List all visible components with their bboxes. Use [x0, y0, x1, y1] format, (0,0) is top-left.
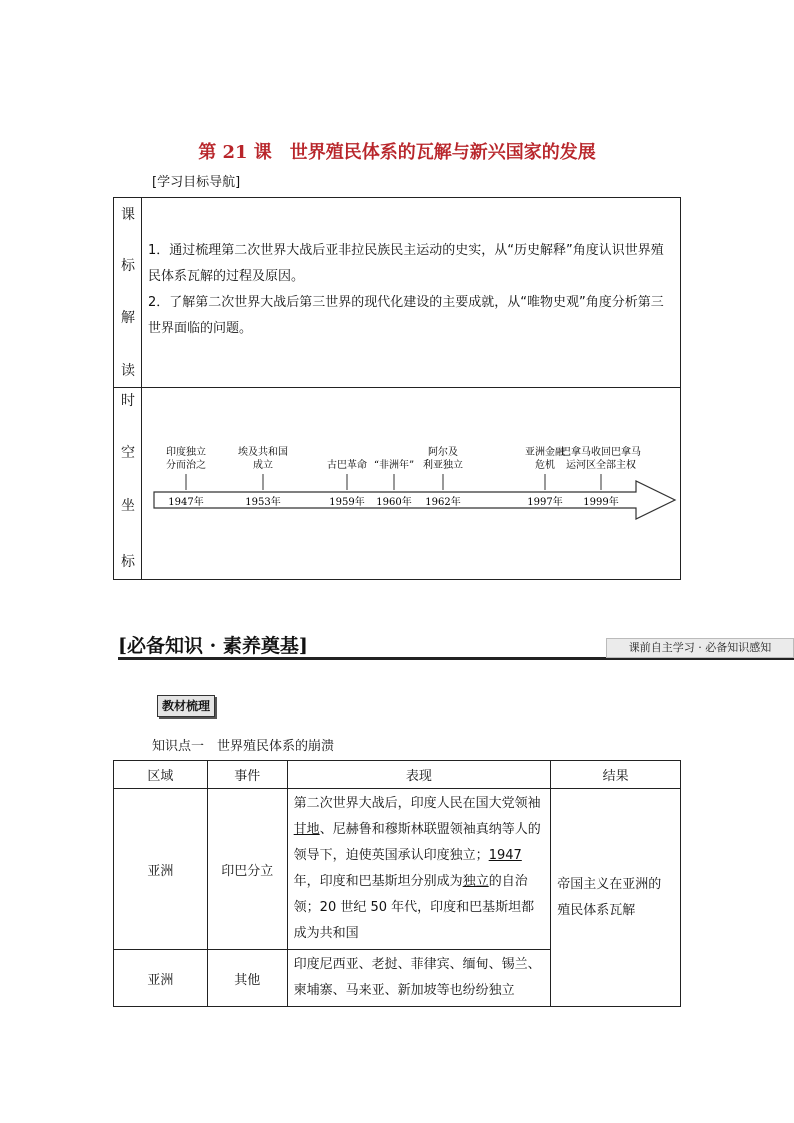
- table-row: [114, 789, 681, 950]
- timeline-event: [525, 445, 566, 508]
- timeline-year: 1999年: [583, 497, 619, 508]
- timeline-event-label: 古巴革命: [327, 460, 367, 471]
- textbook-review-badge: 教材梳理: [157, 695, 215, 717]
- timeline-event: [166, 445, 206, 508]
- knowledge-table: [113, 760, 681, 1007]
- underlined-key-term: 1947: [488, 848, 522, 863]
- timeline-year: 1960年: [376, 497, 412, 508]
- desc-text: 、尼赫鲁和穆斯林联盟领袖真纳等人的领导下，迫使英国承认印度独立；: [293, 822, 541, 863]
- timeline-row: [114, 388, 680, 579]
- timeline-event: [374, 458, 414, 508]
- timeline-chart: [144, 392, 679, 542]
- timeline-year: 1997年: [527, 497, 563, 508]
- table-header: 表现: [287, 761, 551, 789]
- side-char: 读: [121, 363, 135, 379]
- timeline-event-label: 分而治之: [166, 460, 206, 471]
- objectives-table: [113, 197, 681, 580]
- timeline-side-label: [114, 388, 142, 579]
- objective-item: 1．通过梳理第二次世界大战后亚非拉民族民主运动的史实，从“历史解释”角度认识世界殖民体系瓦解的过程及原因。: [148, 243, 664, 284]
- timeline-year: 1947年: [168, 497, 204, 508]
- event-cell: 其他: [207, 950, 287, 1007]
- objective-item: 2．了解第二次世界大战后第三世界的现代化建设的主要成就，从“唯物史观”角度分析第三世界面临的问题。: [148, 295, 664, 336]
- timeline-event-label: 印度独立: [166, 447, 206, 458]
- section-banner: [118, 631, 794, 661]
- timeline-event-label: 成立: [253, 460, 273, 471]
- side-char: 坐: [121, 498, 135, 514]
- desc-text: 年，印度和巴基斯坦分别成为: [293, 874, 463, 889]
- timeline-event-label: 巴拿马收回巴拿马: [561, 447, 641, 458]
- table-header: 结果: [551, 761, 681, 789]
- side-char: 标: [121, 258, 135, 274]
- section-banner-tag: 课前自主学习 · 必备知识感知: [606, 638, 794, 658]
- side-char: 标: [121, 554, 135, 570]
- side-char: 解: [121, 310, 135, 326]
- lesson-title: 第 21 课 世界殖民体系的瓦解与新兴国家的发展: [198, 142, 596, 163]
- side-char: 空: [121, 445, 135, 461]
- timeline-event-label: 埃及共和国: [238, 447, 288, 458]
- desc-text: 第二次世界大战后，印度人民在国大党领袖: [293, 796, 541, 811]
- timeline-event-label: 危机: [535, 460, 555, 471]
- result-cell: 帝国主义在亚洲的殖民体系瓦解: [551, 789, 681, 1007]
- study-goal-nav-label: [学习目标导航]: [152, 175, 241, 190]
- description-cell: [287, 789, 551, 950]
- side-char: 课: [121, 207, 135, 223]
- timeline-year: 1953年: [245, 497, 281, 508]
- timeline-year: 1962年: [425, 497, 461, 508]
- curriculum-row: [114, 198, 680, 388]
- description-cell: 印度尼西亚、老挝、菲律宾、缅甸、锡兰、柬埔寨、马来亚、新加坡等也纷纷独立: [287, 950, 551, 1007]
- timeline-event-label: 运河区全部主权: [566, 460, 636, 471]
- knowledge-point-label: 知识点一 世界殖民体系的崩溃: [152, 739, 335, 754]
- desc-text: 的自治领；20 世纪 50 年代，印度和巴基斯坦都成为共和国: [293, 874, 535, 941]
- objectives-text: [148, 238, 676, 342]
- table-header-row: [114, 761, 681, 789]
- side-char: 时: [121, 393, 135, 409]
- timeline-event-label: “非洲年”: [373, 460, 415, 471]
- curriculum-side-label: [114, 198, 142, 387]
- timeline-event: [327, 458, 367, 508]
- table-header: 区域: [114, 761, 208, 789]
- event-cell: 印巴分立: [207, 789, 287, 950]
- region-cell: 亚洲: [114, 950, 208, 1007]
- timeline-event-label: 利亚独立: [423, 460, 463, 471]
- section-banner-title: [必备知识 · 素养奠基]: [118, 635, 308, 657]
- timeline-year: 1959年: [329, 497, 365, 508]
- timeline-event: [238, 445, 288, 508]
- timeline-event-label: 阿尔及: [428, 447, 458, 458]
- timeline-event: [423, 445, 463, 508]
- underlined-key-term: 甘地: [293, 822, 320, 837]
- table-header: 事件: [207, 761, 287, 789]
- region-cell: 亚洲: [114, 789, 208, 950]
- timeline-event-label: 亚洲金融: [525, 447, 565, 458]
- underlined-key-term: 独立: [462, 874, 489, 889]
